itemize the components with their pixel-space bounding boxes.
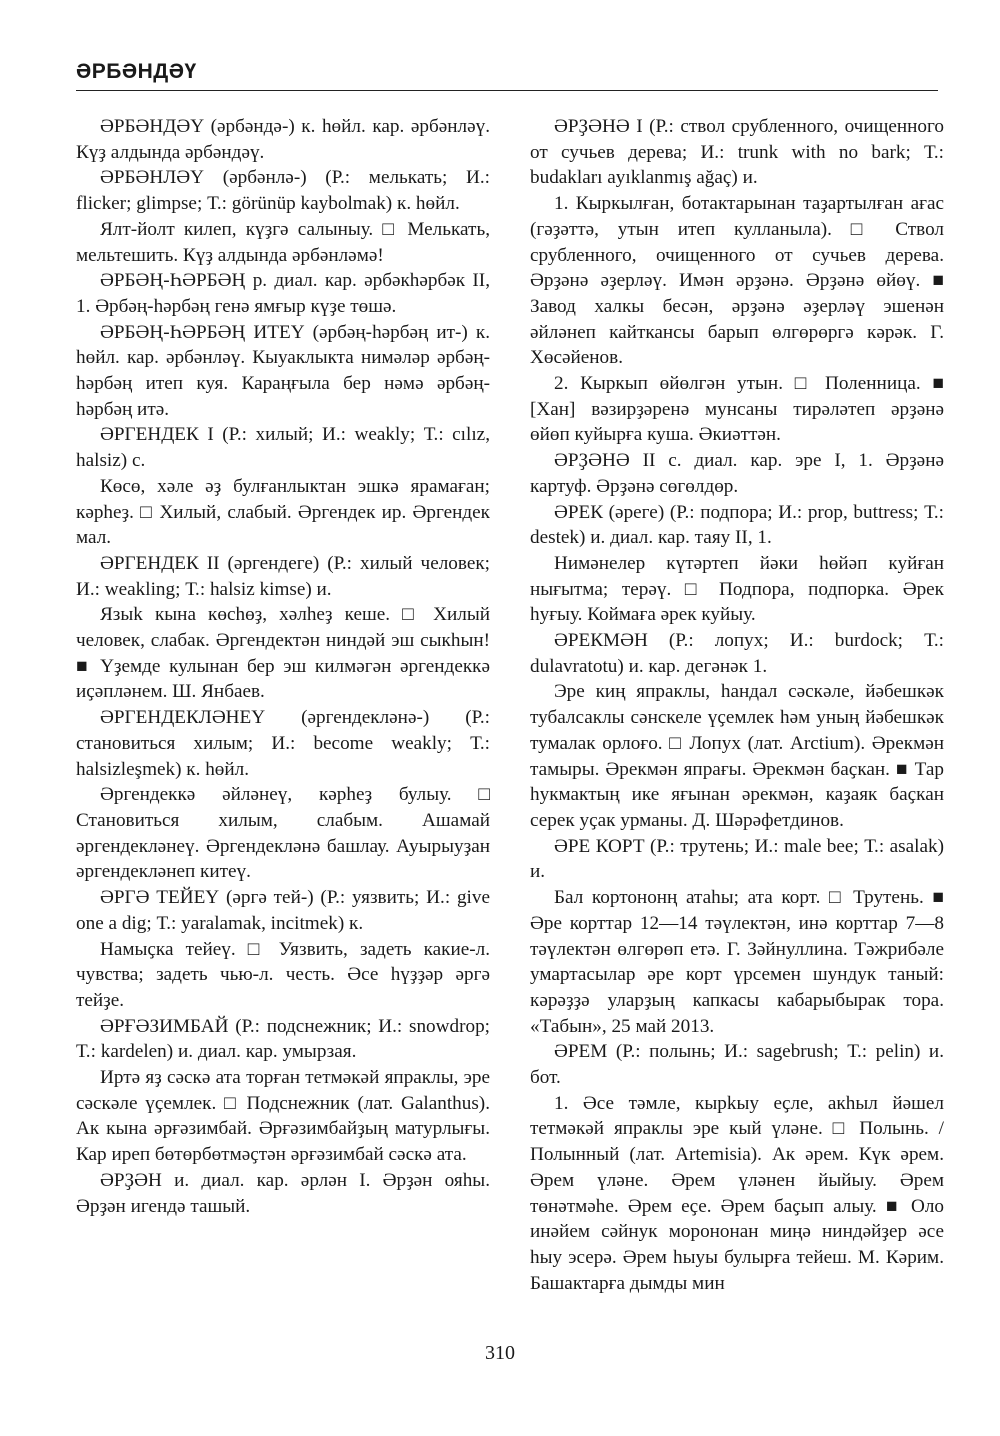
definition-paragraph: Көсө, хәле әҙ булғанлыктан эшкә ярамаған; кәрһеҙ. □ Хилый, слабый. Әргендек ир. Әргендек мал. <box>76 475 490 549</box>
dictionary-entry: ӘРҘӘНӘ I (Р.: ствол срубленного, очищенного от сучьев дерева; И.: trunk with no bark; Т.: budakları ayıklanmış ağaç) и. <box>530 116 944 189</box>
definition-paragraph: Нимәнелер күтәртеп йәки һөйәп куйған нығытма; терәү. □ Подпора, подпорка. Әрек һуғыу. Коймаға әрек куйыу. <box>530 552 944 626</box>
dictionary-entry: ӘРГЕНДЕК II (әргендеге) (Р.: хилый человек; И.: weakling; Т.: halsiz kimse) и. <box>76 552 490 600</box>
definition-paragraph: 1. Әсе тәмле, кырkыу еҫле, акһыл йәшел тетмәкәй япраклы эре кый үләне. □ Полынь. / Полынный (лат. Artemisia). Ак әрем. Күк әрем. Әрем үләне. Әрем үләнен йыйыу. Әрем төнәтмәһе. Әрем еҫе. Әрем баҫып алыу. ■ Оло инәйем сәйнук морононан миңә ниндәйҙер әсе һыу эсерә. Әрем һыуы булырға тейеш. М. Кәрим. Башактарға дымды мин <box>530 1092 944 1294</box>
dictionary-entry: ӘРГӘ ТЕЙЕҮ (әргә тей-) (Р.: уязвить; И.: give one a dig; Т.: yaralamak, incitmek) к. <box>76 887 490 934</box>
dictionary-entry: ӘРҘӘН и. диал. кар. әрлән I. Әрҙән ояһы. Әрҙән игендә ташый. <box>76 1169 490 1217</box>
running-head-word: ӘРБӘНДӘҮ <box>76 60 197 83</box>
definition-paragraph: 2. Кыркып өйөлгән утын. □ Поленница. ■ [Хан] вәзирҙәренә мунсаны тирәләтеп әрҙәнә өйөп куйырға куша. Әкиәттән. <box>530 373 944 446</box>
dictionary-entry: ӘРГЕНДЕК I (Р.: хилый; И.: weakly; Т.: cılız, halsiz) с. <box>76 424 490 472</box>
dictionary-entry: ӘРБӘНЛӘҮ (әрбәнлә-) (Р.: мелькать; И.: flicker; glimpse; Т.: görünüp kaybolmak) к. һөйл. <box>76 167 490 215</box>
definition-paragraph: Намыҫка тейеү. □ Уязвить, задеть какие-л. чувства; задеть чью-л. честь. Әсе һүҙҙәр әргә тейҙе. <box>76 938 490 1011</box>
definition-paragraph: Ялт-йолт килеп, күҙгә салыныу. □ Мелькать, мельтешить. Күҙ алдында әрбәнләмә! <box>76 218 490 266</box>
definition-paragraph: Эре киң япраклы, һандал сәскәле, йәбешкәк тубалсаклы сәнскеле үҫемлек һәм уның йәбешкәк тумалак орлоғо. □ Лопух (лат. Arctium). Әрекмән тамыры. Әрекмән япрағы. Әрекмән баҫкан. ■ Тар һукмактың ике яғынан әрекмән, каҙаяк баҫкан серек уҫак урманы. Д. Шәрәфетдинов. <box>530 681 944 831</box>
header-rule <box>76 90 938 91</box>
dictionary-entry: ӘРҒӘЗИМБАЙ (Р.: подснежник; И.: snowdrop; Т.: kardelen) и. диал. кар. умырзая. <box>76 1015 490 1063</box>
right-column <box>530 114 944 1296</box>
definition-paragraph: Бал кортононң атаһы; ата корт. □ Трутень. ■ Әре корттар 12—14 тәүлектән, инә корттар 7—8 тәүлектән өлгөрөп етә. Г. Зәйнуллина. Тәжрибәле умартасылар әре корт үрсемен шундук таный: кәрәҙҙә уларҙың капкасы кабарыбырак тора. «Табын», 25 май 2013. <box>530 887 944 1037</box>
dictionary-entry: ӘРБӘНДӘҮ (әрбәндә-) к. һөйл. кар. әрбәнләү. Күҙ алдында әрбәндәү. <box>76 116 490 163</box>
definition-paragraph: Иртә яҙ сәскә ата торған тетмәкәй япраклы, эре сәскәле үҫемлек. □ Подснежник (лат. Galanthus). Ак кына әрғәзимбай. Әрғәзимбайҙың матурлығы. Кар иреп бөтөрбөтмәҫтән әрғәзимбай сәскә ата. <box>76 1067 490 1166</box>
definition-paragraph: Әргендеккә әйләнеү, кәрһеҙ булыу. □ Становиться хилым, слабым. Ашамай әргендекләнеү. Әргендекләнә башлау. Ауырыуҙан әргендекләнеп китеү. <box>76 784 490 883</box>
dictionary-entry: ӘРЕМ (Р.: полынь; И.: sagebrush; Т.: pelin) и. бот. <box>530 1041 944 1089</box>
left-column <box>76 114 490 1219</box>
dictionary-entry: ӘРГЕНДЕКЛӘНЕҮ (әргендекләнә-) (Р.: становиться хилым; И.: become weakly; Т.: halsizleşmek) к. һөйл. <box>76 707 490 780</box>
definition-paragraph: Языk кына көсһөҙ, хәлһеҙ кеше. □ Хилый человек, слабак. Әргендектән ниндәй эш сыкһын! ■ Үҙемде кулынан бер эш килмәгән әргендеккә иҫәпләнем. Ш. Янбаев. <box>76 604 490 703</box>
dictionary-entry: ӘРБӘҢ-ҺӘРБӘҢ ИТЕҮ (әрбәң-һәрбәң ит-) к. һөйл. кар. әрбәнләү. Кыуаклыкта нимәләр әрбәң-һәрбәң итеп куя. Караңғыла бер нәмә әрбәң-һәрбәң итә. <box>76 321 490 420</box>
dictionary-entry: ӘРҘӘНӘ II с. диал. кар. эре I, 1. Әрҙәнә картуф. Әрҙәнә сөгөлдөр. <box>530 450 944 497</box>
dictionary-entry: ӘРЕ КОРТ (Р.: трутень; И.: male bee; Т.: asalak) и. <box>530 835 944 883</box>
dictionary-entry: ӘРЕКМӘН (Р.: лопух; И.: burdock; Т.: dulavratotu) и. кар. дегәнәк 1. <box>530 630 944 677</box>
dictionary-entry: ӘРЕК (әреге) (Р.: подпора; И.: prop, buttress; Т.: destek) и. диал. кар. таяу II, 1. <box>530 501 944 549</box>
definition-paragraph: 1. Кыркылған, ботактарынан таҙартылған ағас (гәҙәттә, утын итеп кулланыла). □ Ствол срубленного, очищенного от сучьев дерева. Әрҙәнә әҙерләү. Имән әрҙәнә. Әрҙәнә өйөү. ■ Завод халкы бесән, әрҙәнә әҙерләү эшенән әйләнеп кайткансы барып өлгөрөргә кәрәк. Г. Хөсәйенов. <box>530 193 944 369</box>
dictionary-entry: ӘРБӘҢ-ҺӘРБӘҢ р. диал. кар. әрбәкһәрбәк II, 1. Әрбәң-һәрбәң генә ямғыр күҙе төшә. <box>76 270 490 317</box>
page-number: 310 <box>485 1342 515 1364</box>
running-header <box>76 58 938 86</box>
